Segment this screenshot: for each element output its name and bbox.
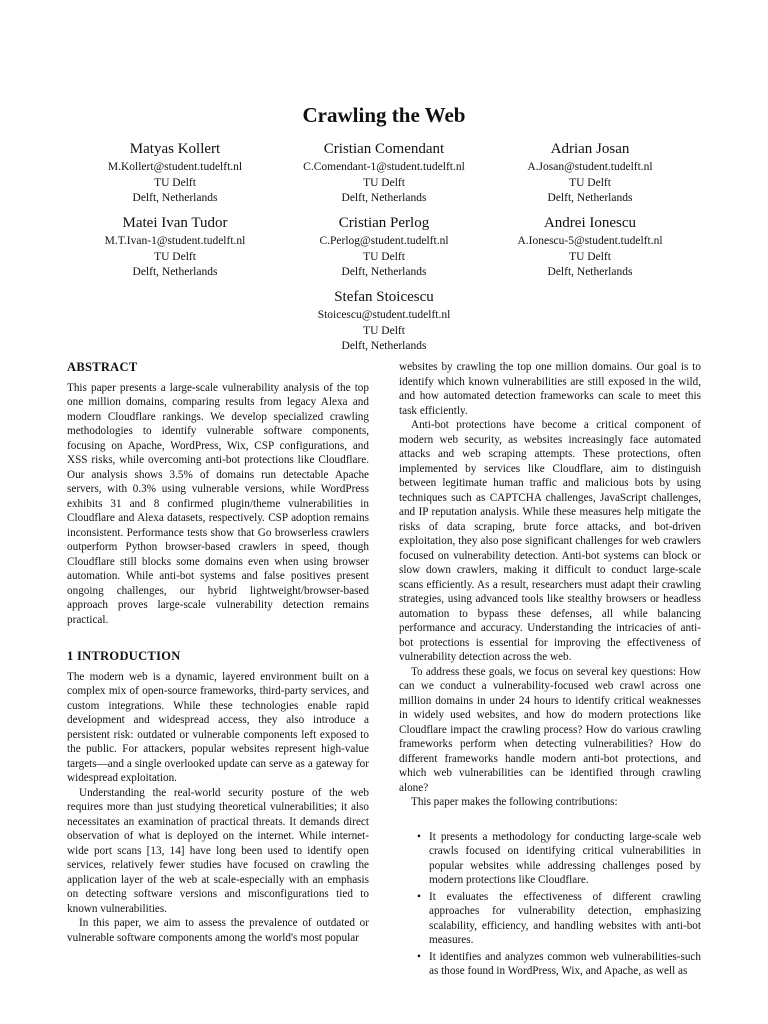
contributions-list <box>399 830 701 979</box>
intro-paragraph: The modern web is a dynamic, layered environment built on a complex mix of open-source frameworks, third-party services, and custom integrations. While these technologies enable rapid development and widespread access, they also introduce a persistent risk: outdated or vulnerable components left exposed to the public. For attackers, popular websites represent high-value targets—and a single overlooked update can serve as a gateway for widespread exploitation. <box>67 670 369 784</box>
author-block <box>274 289 494 355</box>
author-location: Delft, Netherlands <box>547 266 633 278</box>
author-affiliation: TU Delft <box>154 176 196 189</box>
list-item <box>399 830 701 888</box>
intro-paragraph: Understanding the real-world security posture of the web requires more than just studying theoretical vulnerabilities; it also necessitates an examination of practical threats. It demands direct observation of what is deployed on the internet. While internet-wide port scans [13, 14] have long been used to identify open services, relatively fewer studies have focused on crawling the application layer of the web at scale-especially with an emphasis on detecting software versions and misconfigurations tied to known vulnerabilities. <box>67 786 369 915</box>
author-location: Delft, Netherlands <box>132 192 218 204</box>
author-email: M.Kollert@student.tudelft.nl <box>107 161 243 173</box>
list-item <box>399 890 701 948</box>
author-location: Delft, Netherlands <box>341 266 427 278</box>
contribution-text: It identifies and analyzes common web vulnerabilities-such as those found in WordPress, Wix, and Apache, as well as <box>429 950 701 977</box>
bullet: • <box>417 890 421 903</box>
author-affiliation: TU Delft <box>569 250 611 263</box>
author-email: A.Ionescu-5@student.tudelft.nl <box>517 235 663 247</box>
contribution-text: It evaluates the effectiveness of different crawling approaches for vulnerability detection, emphasizing scalability, efficiency, and handling websites with anti-bot measures. <box>429 890 701 946</box>
abstract-text: This paper presents a large-scale vulnerability analysis of the top one million domains, comparing results from legacy Alexa and modern Cloudflare rankings. We develop specialized crawling methodologies to identify vulnerable software components, focusing on Apache, WordPress, Wix, CSP configurations, and XSS risks, while overcoming anti-bot protections like Cloudflare. Our analysis shows 3.5% of domains run detectable Apache servers, with 0.3% using vulnerable versions, while WordPress exhibits 31 and 8 confirmed plugin/theme vulnerabilities in Cloudflare and Alexa datasets, respectively. CSP adoption remains inconsistent. Performance tests show that Go browserless crawlers outperform Python browser-based crawlers in speed, though Cloudflare still blocks some domains even when using browser automation. While anti-bot systems and false positives present ongoing challenges, our hybrid lightweight/browser-based approach proves large-scale vulnerability detection remains practical. <box>67 381 369 626</box>
author-email: Stoicescu@student.tudelft.nl <box>317 309 451 321</box>
intro-paragraph-continuation: websites by crawling the top one million domains. Our goal is to identify which known vulnerabilities are still exposed in the wild, and how automated detection frameworks can scale to meet this task efficiently. <box>399 361 701 417</box>
author-name: Matyas Kollert <box>129 141 221 157</box>
author-location: Delft, Netherlands <box>547 192 633 204</box>
author-block <box>65 141 285 207</box>
paper-title: Crawling the Web <box>302 103 466 127</box>
author-name: Cristian Comendant <box>323 141 445 157</box>
author-location: Delft, Netherlands <box>341 192 427 204</box>
author-affiliation: TU Delft <box>363 250 405 263</box>
author-block <box>480 215 700 281</box>
author-affiliation: TU Delft <box>363 324 405 337</box>
list-item <box>399 950 701 979</box>
author-email: M.T.Ivan-1@student.tudelft.nl <box>104 235 246 247</box>
author-email: A.Josan@student.tudelft.nl <box>527 161 653 173</box>
author-name: Stefan Stoicescu <box>334 289 434 305</box>
right-column <box>399 360 701 981</box>
introduction-heading: 1 INTRODUCTION <box>67 649 181 663</box>
author-block <box>274 215 494 281</box>
author-affiliation: TU Delft <box>363 176 405 189</box>
author-location: Delft, Netherlands <box>132 266 218 278</box>
left-column <box>67 360 369 945</box>
author-name: Cristian Perlog <box>338 215 430 231</box>
intro-paragraph: To address these goals, we focus on several key questions: How can we conduct a vulnerability-focused web crawl across one million domains in under 24 hours to identify critical weaknesses in widely used websites, and how do modern protections like Cloudflare impact the crawling process? How do various crawling frameworks perform when detecting vulnerabilities? How do different frameworks handle modern anti-bot protections, and which web vulnerabilities can be identified through crawling alone? <box>399 665 701 794</box>
abstract-heading: ABSTRACT <box>67 360 138 374</box>
author-name: Adrian Josan <box>550 141 630 157</box>
author-block <box>274 141 494 207</box>
author-affiliation: TU Delft <box>569 176 611 189</box>
intro-paragraph-start: In this paper, we aim to assess the prevalence of outdated or vulnerable software components among the world's most popular <box>67 917 369 944</box>
author-affiliation: TU Delft <box>154 250 196 263</box>
intro-paragraph-continued <box>399 360 701 418</box>
bullet: • <box>417 950 421 963</box>
author-block <box>65 215 285 281</box>
author-email: C.Comendant-1@student.tudelft.nl <box>303 161 465 173</box>
author-location: Delft, Netherlands <box>341 340 427 352</box>
intro-paragraph-split <box>67 916 369 945</box>
contribution-text: It presents a methodology for conducting large-scale web crawls focused on identifying critical vulnerabilities in popular websites while addressing challenges posed by modern protections like Cloudflare. <box>429 830 701 886</box>
author-name: Matei Ivan Tudor <box>122 215 228 231</box>
bullet: • <box>417 830 421 843</box>
author-email: C.Perlog@student.tudelft.nl <box>319 235 449 247</box>
intro-paragraph: Anti-bot protections have become a critical component of modern web security, as websites increasingly face automated attacks and web scraping attempts. These protections, often implemented by services like Cloudflare, aim to distinguish between legitimate human traffic and malicious bots by using techniques such as CAPTCHA challenges, JavaScript challenges, and IP reputation analysis. While these measures help mitigate the risks of data scraping, brute force attacks, and bot-driven exploitation, they also pose significant challenges for web crawlers focused on vulnerability detection. Anti-bot systems can block or slow down crawlers, making it difficult to conduct large-scale scans efficiently. As a result, researchers must adapt their crawling strategies, using advanced tools like stealthy browsers or headless automation to bypass these defenses, all while balancing performance and accuracy. Understanding the intricacies of anti-bot protections is essential for improving the effectiveness of vulnerability detection across the web. <box>399 419 701 663</box>
author-name: Andrei Ionescu <box>543 215 637 231</box>
author-block <box>480 141 700 207</box>
intro-paragraph: This paper makes the following contributions: <box>411 796 618 808</box>
